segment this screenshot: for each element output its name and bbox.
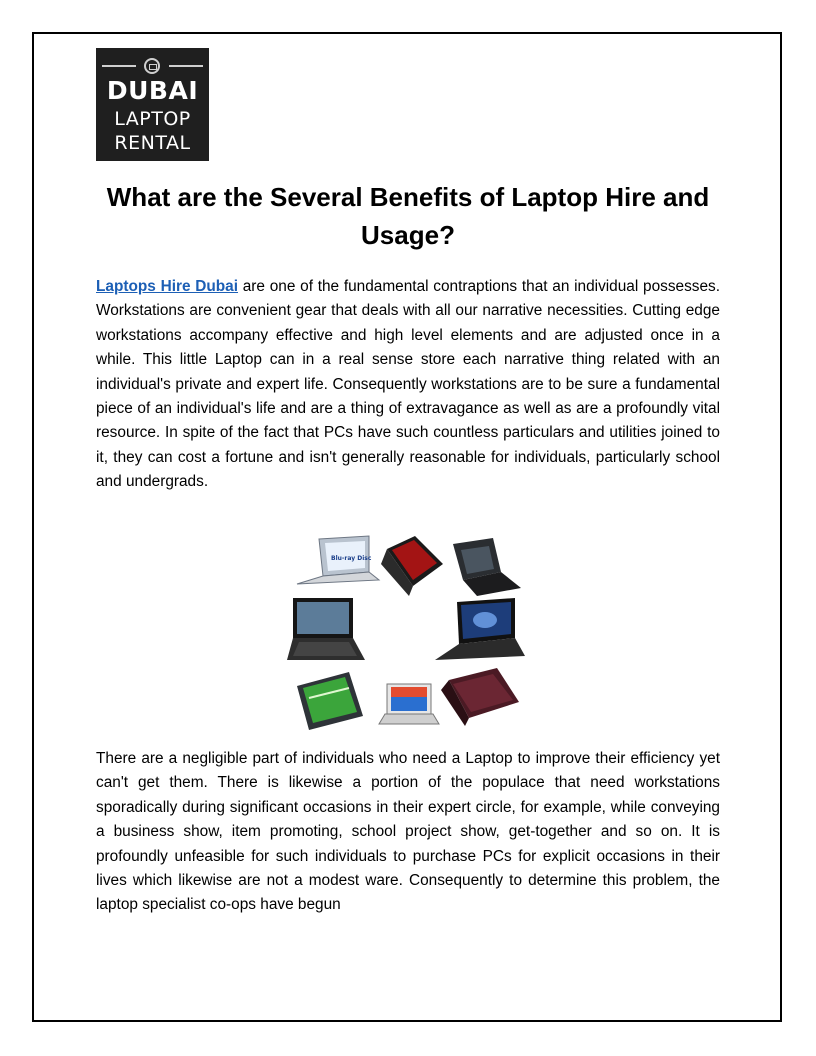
bluray-screen-label: Blu-ray Disc [331,555,372,562]
laptop-icon [144,58,160,74]
black-open-laptop [287,598,365,660]
maroon-laptop [441,668,519,726]
dark-gaming-laptop [453,538,521,596]
logo-emblem [102,58,203,74]
green-tablet-laptop [297,672,363,730]
logo-text-rental: RENTAL [114,132,191,154]
laptops-hire-dubai-link[interactable]: Laptops Hire Dubai [96,278,239,295]
intro-paragraph [96,275,720,495]
black-red-laptop [381,536,443,596]
logo-text-dubai: DUBAI [106,76,199,105]
page-title: What are the Several Benefits of Laptop Hire and Usage? [106,182,710,250]
laptop-collage-image [287,534,529,734]
logo-text-laptop: LAPTOP [114,108,191,130]
silver-laptop-bluray [297,536,379,584]
body-paragraph: There are a negligible part of individuals who need a Laptop to improve their efficiency yet can't get them. There is likewise a portion of the populace that need workstations sporadically during significant occasions in their expert circle, for example, while conveying a business show, item promoting, school project show, get-together and so on. It is profoundly unfeasible for such individuals to purchase PCs for explicit occasions in their lives which likewise are not a modest ware. Consequently to determine this problem, the laptop specialist co-ops have begun [96,750,720,914]
glow-screen-laptop [435,598,525,660]
netbook-laptop [379,684,439,724]
intro-paragraph-text: are one of the fundamental contraptions that an individual possesses. Workstations are convenient gear that deals with all our narrative necessities. Cutting edge workstations accompany effective and high level elements and are adjusted once in a while. This little Laptop can in a real sense store each narrative thing related with an individual's private and expert life. Consequently workstations are to be sure a fundamental piece of an individual's life and are a thing of extravagance as well as are a profoundly vital resource. In spite of the fact that PCs have such countless particulars and utilities joined to it, they can cost a fortune and isn't generally reasonable for individuals, particularly school and undergrads. [96,278,721,491]
company-logo [96,48,209,161]
